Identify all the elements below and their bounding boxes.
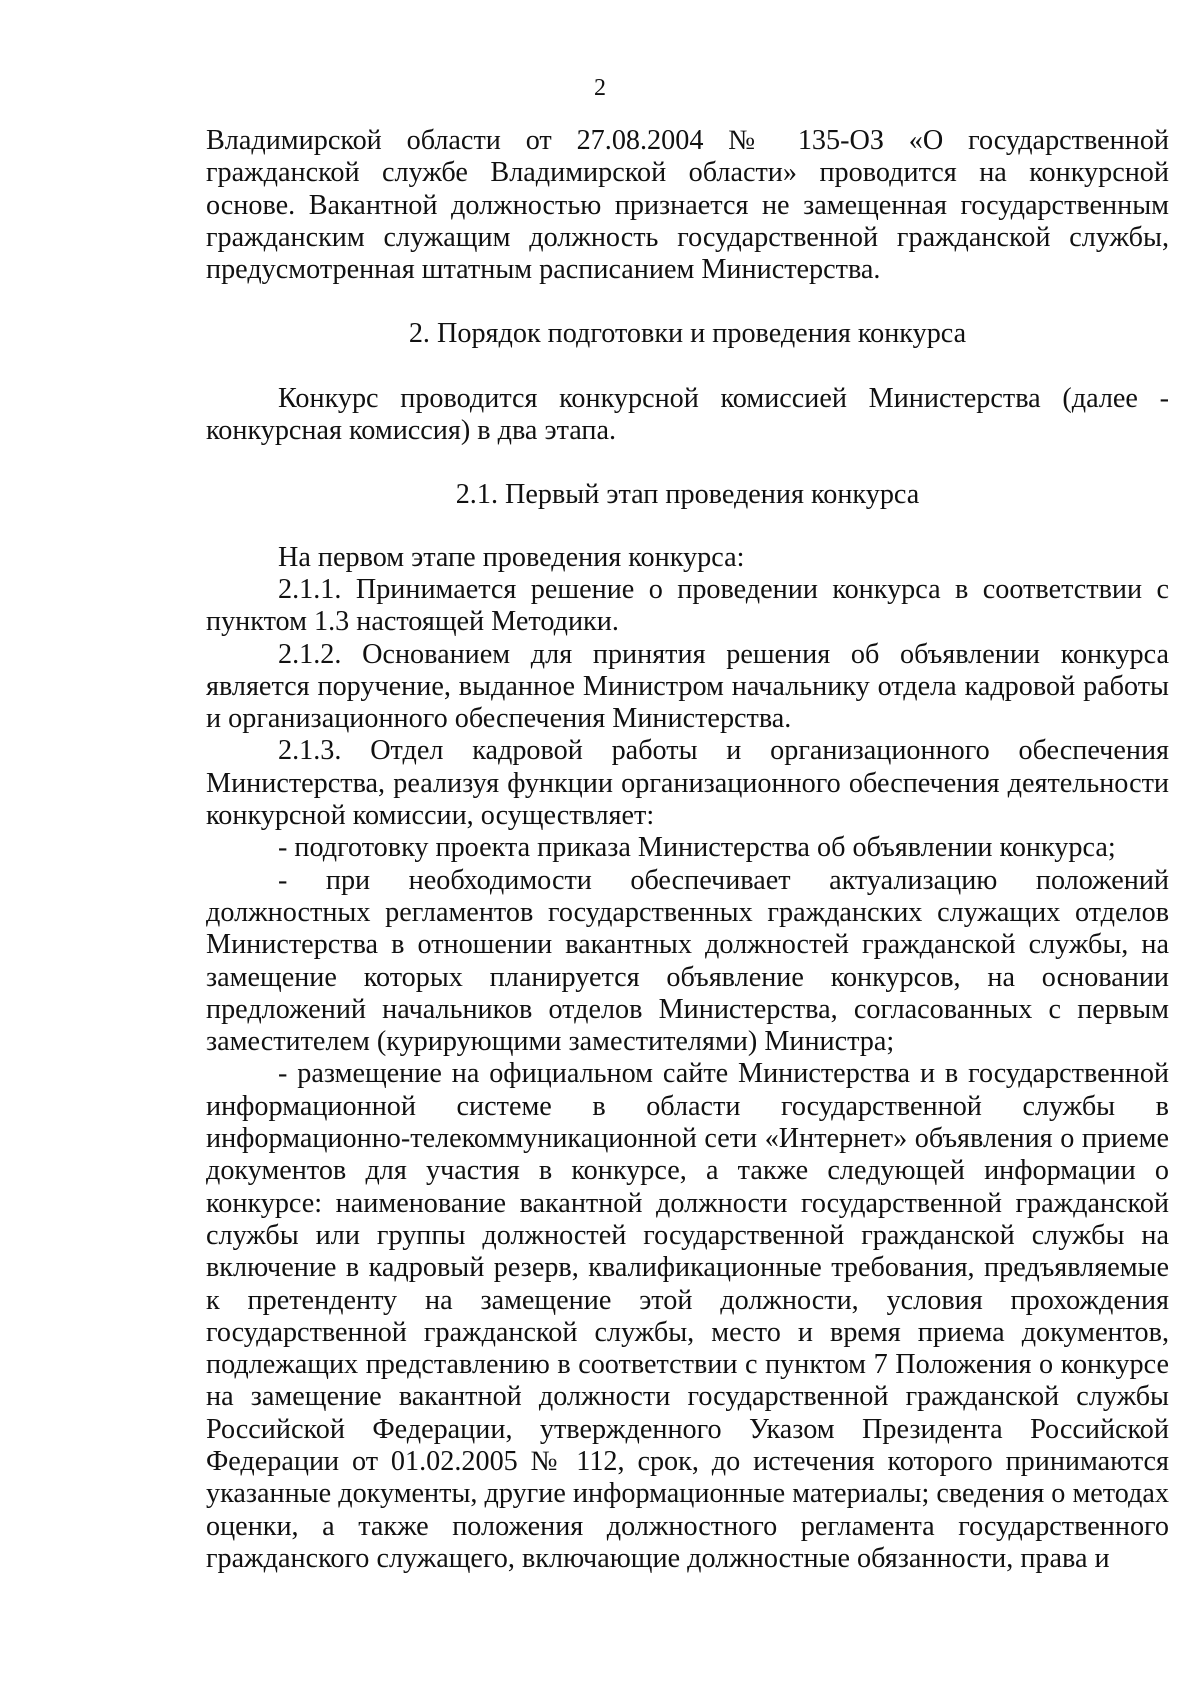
list-item-order-draft: - подготовку проекта приказа Министерства об объявлении конкурса; (278, 832, 1116, 864)
paragraph-first-stage-intro: На первом этапе проведения конкурса: (278, 541, 745, 573)
section-heading-2: 2. Порядок подготовки и проведения конкурса (408, 318, 967, 350)
list-item-regulations-update: - при необходимости обеспечивает актуализацию положений должностных регламентов государственных гражданских служащих отделов Министерства в отношении вакантных должностей гражданской службы, на замещение которых планируется объявление конкурсов, на основании предложений начальников отделов Министерства, согласованных с первым заместителем (курирующими заместителями) Министра; (206, 864, 1169, 1058)
paragraph-2-1-3: 2.1.3. Отдел кадровой работы и организационного обеспечения Министерства, реализуя функции организационного обеспечения деятельности конкурсной комиссии, осуществляет: (206, 735, 1169, 832)
page-number: 2 (594, 75, 606, 101)
section-heading-2-1: 2.1. Первый этап проведения конкурса (455, 479, 920, 511)
paragraph-competition-stages: Конкурс проводится конкурсной комиссией Министерства (далее - конкурсная комиссия) в два этапа. (206, 382, 1169, 447)
paragraph-2-1-1: 2.1.1. Принимается решение о проведении конкурса в соответствии с пунктом 1.3 настоящей Методики. (206, 573, 1169, 638)
document-body (206, 125, 1169, 1575)
list-item-website-publication: - размещение на официальном сайте Министерства и в государственной информационной системе в области государственной службы в информационно-телекоммуникационной сети «Интернет» объявления о приеме документов для участия в конкурсе, а также следующей информации о конкурсе: наименование вакантной должности государственной гражданской службы или группы должностей государственной гражданской службы на включение в кадровый резерв, квалификационные требования, предъявляемые к претенденту на замещение этой должности, условия прохождения государственной гражданской службы, место и время приема документов, подлежащих представлению в соответствии с пунктом 7 Положения о конкурсе на замещение вакантной должности государственной гражданской службы Российской Федерации, утвержденного Указом Президента Российской Федерации от 01.02.2005 № 112, срок, до истечения которого принимаются указанные документы, другие информационные материалы; сведения о методах оценки, а также положения должностного регламента государственного гражданского служащего, включающие должностные обязанности, права и (206, 1058, 1169, 1574)
paragraph-2-1-2: 2.1.2. Основанием для принятия решения об объявлении конкурса является поручение, выданное Министром начальнику отдела кадровой работы и организационного обеспечения Министерства. (206, 638, 1169, 735)
paragraph-intro-continuation: Владимирской области от 27.08.2004 № 135-ОЗ «О государственной гражданской службе Владимирской области» проводится на конкурсной основе. Вакантной должностью признается не замещенная государственным гражданским служащим должность государственной гражданской службы, предусмотренная штатным расписанием Министерства. (206, 125, 1169, 286)
